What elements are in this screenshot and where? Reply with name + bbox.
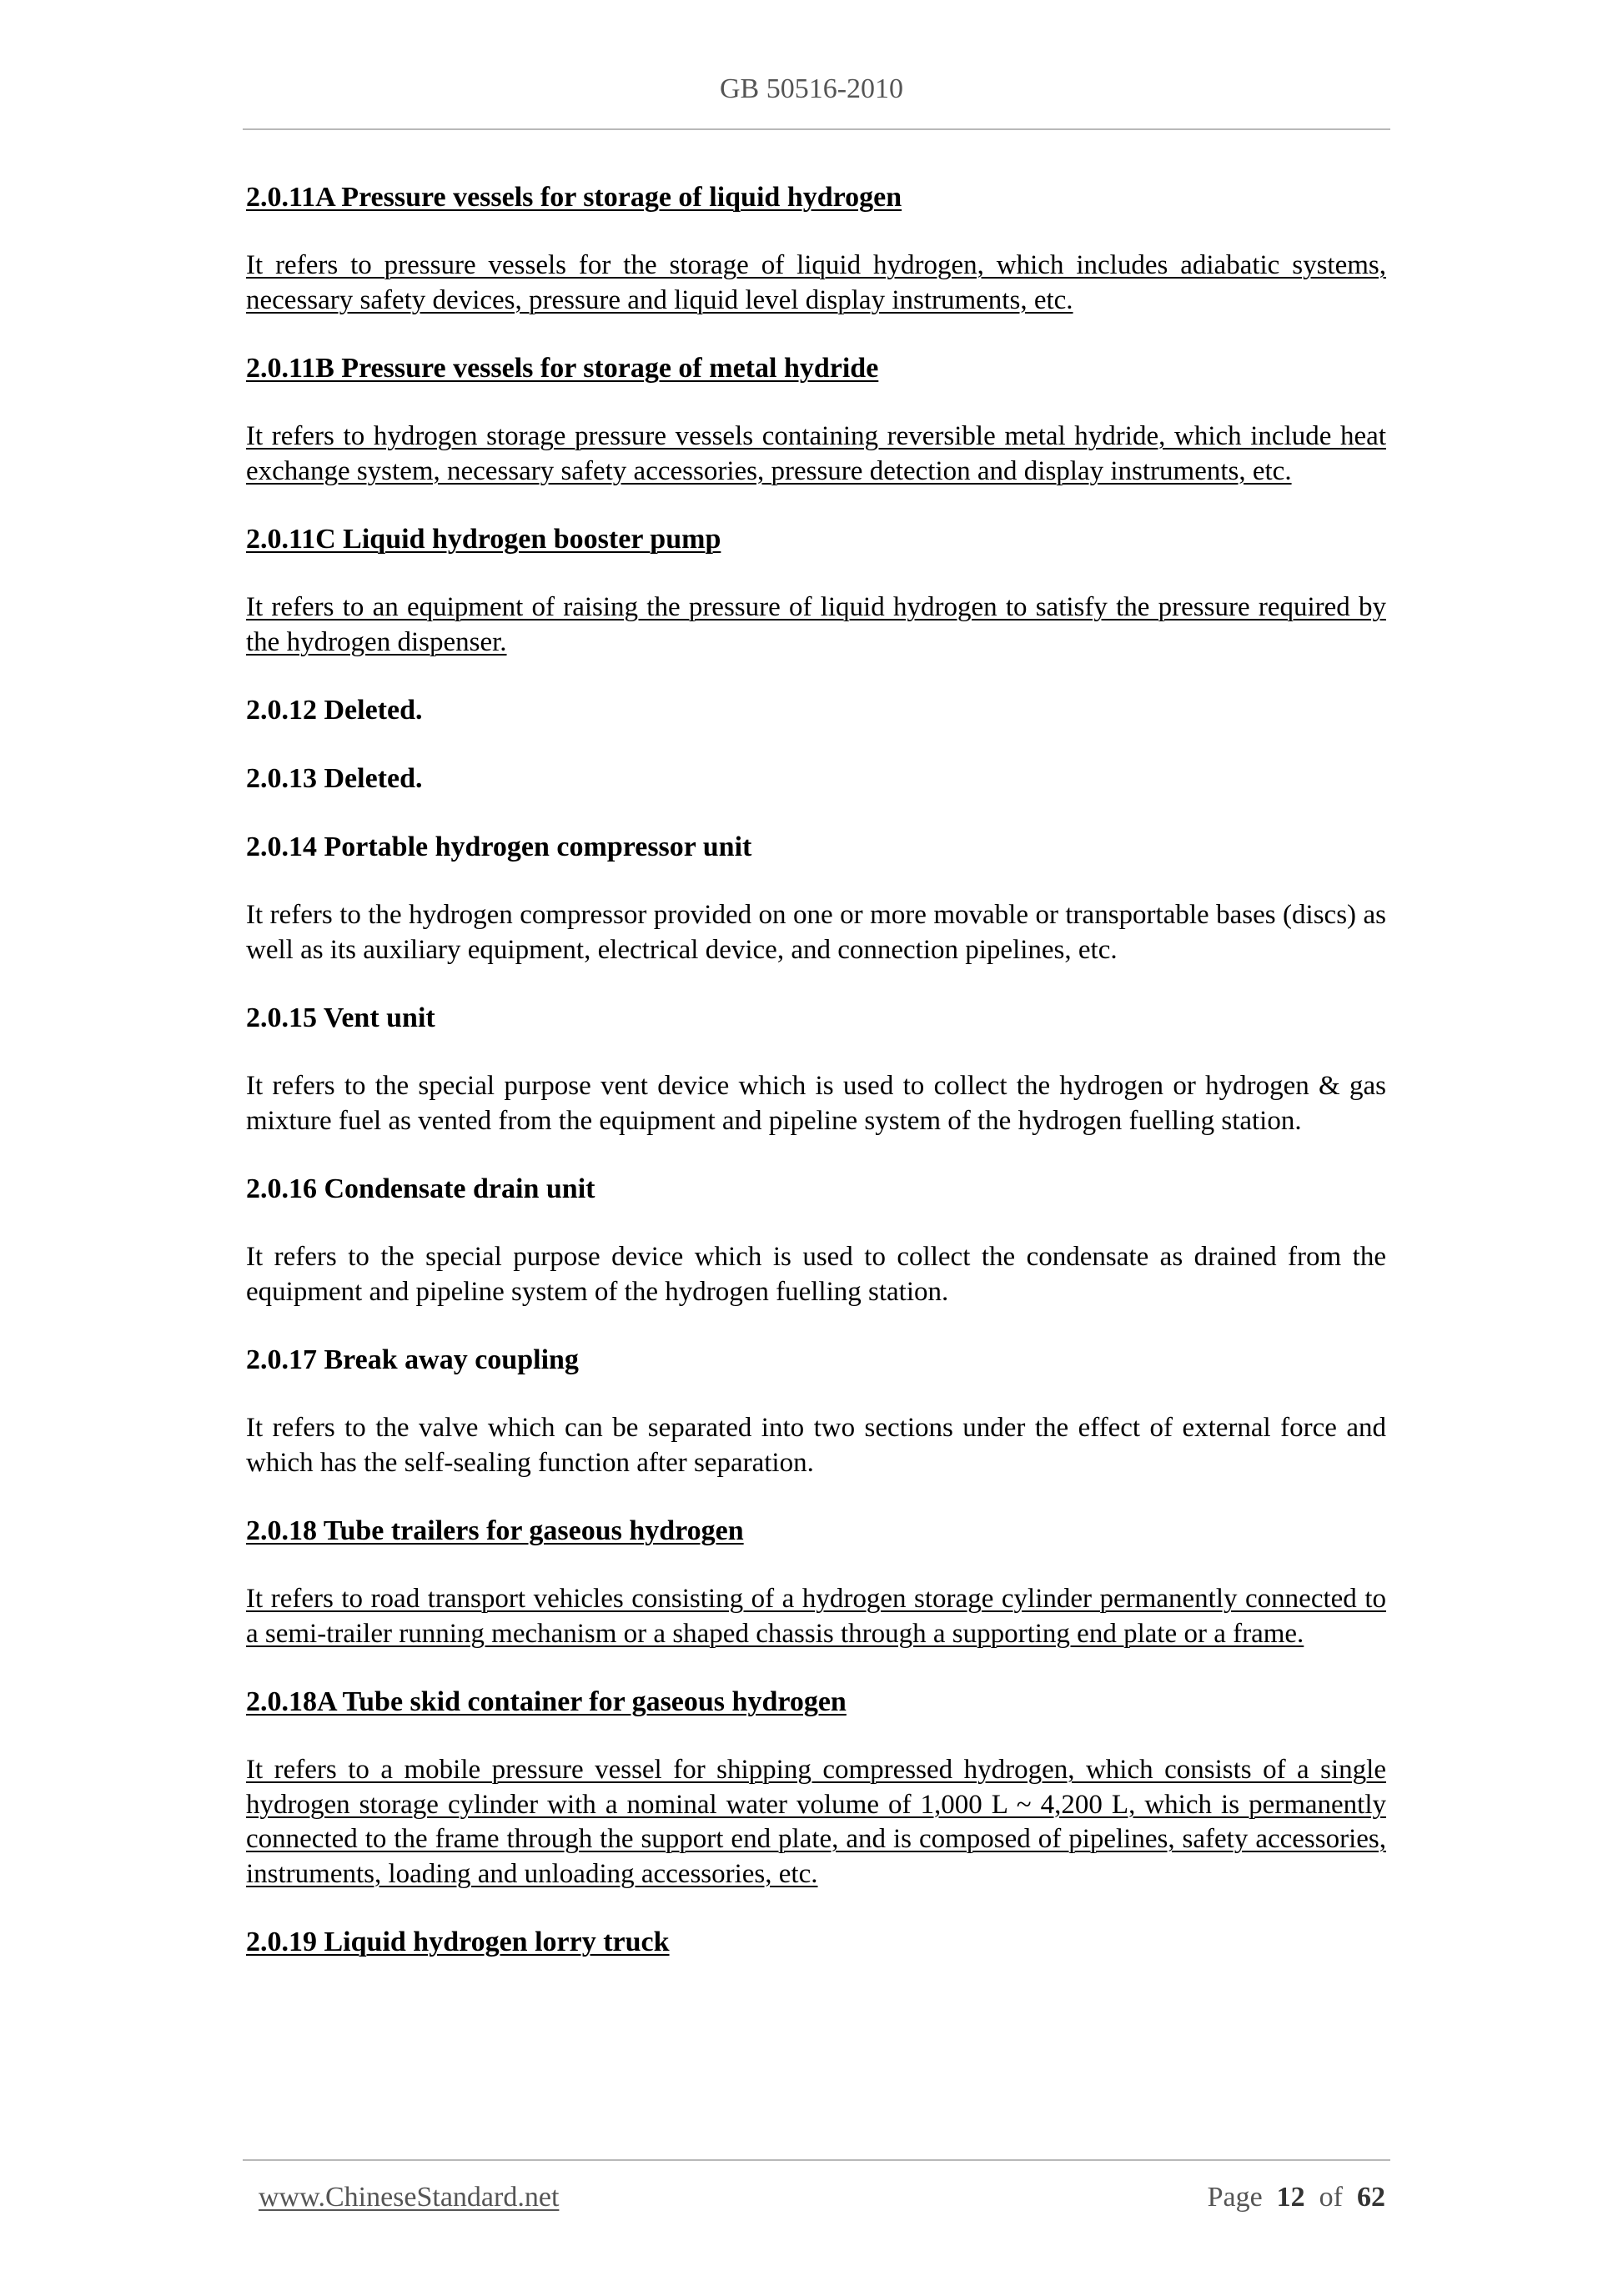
section-heading-2-0-13: 2.0.13 Deleted. <box>246 763 423 794</box>
section-text-2-0-15: It refers to the special purpose vent device which is used to collect the hydrogen or hydrogen & gas mixture fuel as vented from the equipment and pipeline system of the hydrogen fuelling station. <box>246 1071 1386 1136</box>
section-heading-2-0-18: 2.0.18 Tube trailers for gaseous hydrogen <box>246 1515 744 1546</box>
section-text-2-0-11c: It refers to an equipment of raising the pressure of liquid hydrogen to satisfy the pressure required by the hydrogen dispenser. <box>246 592 1386 657</box>
section-text-2-0-16: It refers to the special purpose device which is used to collect the condensate as drained from the equipment and pipeline system of the hydrogen fuelling station. <box>246 1242 1386 1307</box>
section-text-2-0-18: It refers to road transport vehicles consisting of a hydrogen storage cylinder permanently connected to a semi-trailer running mechanism or a shaped chassis through a supporting end plate or a frame. <box>246 1584 1386 1649</box>
section-heading-2-0-16: 2.0.16 Condensate drain unit <box>246 1173 595 1204</box>
section-heading-2-0-15: 2.0.15 Vent unit <box>246 1002 435 1033</box>
footer-website-link[interactable]: www.ChineseStandard.net <box>259 2182 560 2213</box>
section-heading-2-0-18a: 2.0.18A Tube skid container for gaseous hydrogen <box>246 1686 847 1717</box>
section-text-2-0-14: It refers to the hydrogen compressor provided on one or more movable or transportable bases (discs) as well as its auxiliary equipment, electrical device, and connection pipelines, etc. <box>246 900 1386 965</box>
of-word: of <box>1319 2182 1343 2213</box>
section-text-2-0-11b: It refers to hydrogen storage pressure vessels containing reversible metal hydride, which include heat exchange system, necessary safety accessories, pressure detection and display instruments, etc. <box>246 421 1386 486</box>
current-page-number: 12 <box>1276 2182 1305 2213</box>
section-heading-2-0-19: 2.0.19 Liquid hydrogen lorry truck <box>246 1927 670 1957</box>
footer-page-number <box>1208 2182 1385 2213</box>
total-page-number: 62 <box>1357 2182 1385 2213</box>
page-header-standard-number: GB 50516-2010 <box>719 73 904 104</box>
section-heading-2-0-11b: 2.0.11B Pressure vessels for storage of metal hydride <box>246 353 879 384</box>
section-heading-2-0-17: 2.0.17 Break away coupling <box>246 1344 579 1375</box>
section-heading-2-0-11a: 2.0.11A Pressure vessels for storage of liquid hydrogen <box>246 182 902 213</box>
section-text-2-0-18a: It refers to a mobile pressure vessel for shipping compressed hydrogen, which consists of a single hydrogen storage cylinder with a nominal water volume of 1,000 L ~ 4,200 L, which is permanently connected to the frame through the support end plate, and is composed of pipelines, safety accessories, instruments, loading and unloading accessories, etc. <box>246 1755 1386 1889</box>
section-heading-2-0-12: 2.0.12 Deleted. <box>246 695 423 726</box>
document-body <box>246 180 1386 1993</box>
section-text-2-0-17: It refers to the valve which can be separated into two sections under the effect of external force and which has the self-sealing function after separation. <box>246 1413 1386 1478</box>
page-word: Page <box>1207 2182 1263 2213</box>
section-text-2-0-11a: It refers to pressure vessels for the storage of liquid hydrogen, which includes adiabatic systems, necessary safety devices, pressure and liquid level display instruments, etc. <box>246 250 1386 315</box>
section-heading-2-0-11c: 2.0.11C Liquid hydrogen booster pump <box>246 524 721 555</box>
footer-divider <box>243 2159 1390 2161</box>
header-divider <box>243 128 1390 130</box>
section-heading-2-0-14: 2.0.14 Portable hydrogen compressor unit <box>246 831 752 862</box>
